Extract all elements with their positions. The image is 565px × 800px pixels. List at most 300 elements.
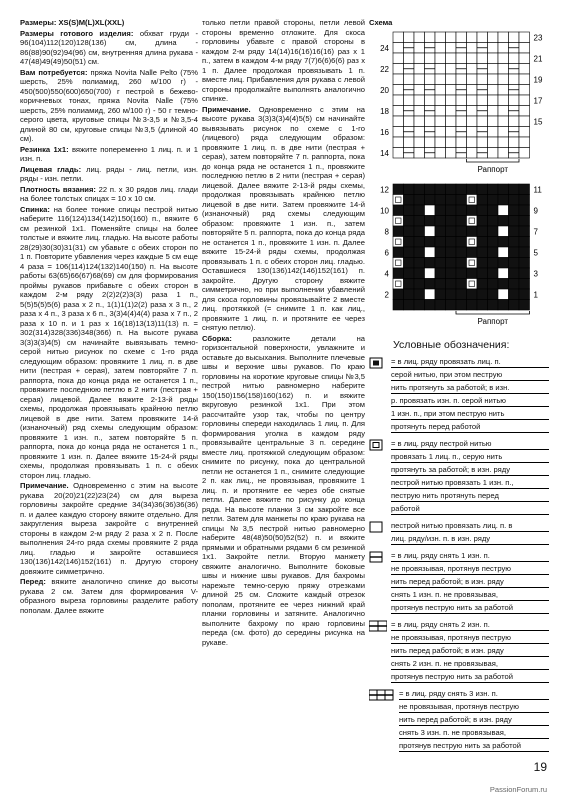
chart-cell <box>414 195 425 206</box>
chart-cell <box>404 84 415 95</box>
chart-cell <box>435 247 446 258</box>
legend-line: р. провязать изн. п. серой нитью <box>391 395 549 407</box>
chart-cell <box>456 205 467 216</box>
chart-cell <box>488 300 499 311</box>
chart-cell <box>509 116 520 127</box>
paragraph-text: вяжите попеременно 1 лиц. п. и 1 изн. п. <box>20 144 198 163</box>
chart-cell <box>425 95 436 106</box>
chart-cell <box>519 137 530 148</box>
chart-cell <box>467 74 478 85</box>
legend-line: снять 2 изн. п. не провязывая, <box>391 658 549 670</box>
chart-cell <box>414 32 425 43</box>
chart-cell <box>414 95 425 106</box>
chart-cell <box>446 95 457 106</box>
chart-cell <box>488 216 499 227</box>
chart-cell <box>425 42 436 53</box>
chart-cell <box>446 74 457 85</box>
chart-cell <box>414 84 425 95</box>
chart-cell <box>435 105 446 116</box>
paragraph <box>20 481 198 576</box>
chart-cell <box>519 216 530 227</box>
chart-cell <box>498 279 509 290</box>
chart-cell <box>456 53 467 64</box>
chart-cell <box>498 42 509 53</box>
legend-line: снять 1 изн. п. не провязывая, <box>391 589 549 601</box>
chart-cell <box>393 105 404 116</box>
chart-cell <box>435 74 446 85</box>
chart-cell <box>404 195 415 206</box>
row-number: 19 <box>533 74 543 84</box>
chart-cell <box>509 126 520 137</box>
chart-cell <box>467 184 478 195</box>
paragraph-text: Одновременно с этим на высоте рукава 20(20)21(22)23(24) см для выреза горловины закройте средние 34(34)36(36)36(36) п. и далее каждую сторону вяжите отдельно. Для закругления выреза закройте с внутренней стороны в каждом 2-м ряду 2 раза x 2 п. После выполнения 24-го ряда схемы провяжите 2 ряда лиц. гладью и закройте оставшиеся 130(136)142(146)152(161) п. Другую сторону довяжите симметрично. <box>20 481 198 576</box>
legend-line: протянув пеструю нить за работой <box>399 740 549 752</box>
chart-cell <box>446 247 457 258</box>
chart-cell <box>488 63 499 74</box>
chart-cell <box>425 184 436 195</box>
paragraph <box>20 29 198 67</box>
chart-cell <box>404 137 415 148</box>
chart-cell <box>425 268 436 279</box>
chart-cell <box>509 195 520 206</box>
paragraph-text: только петли правой стороны, петли левой стороны временно отложите. Для скоса горловины убавьте с правой стороны в каждом 2-м ряду 14(14)16(16)16(16) раз x 1 п., затем в каждом 4-м ряду 7(7)6(6)6(6) раз x 1 п. Далее продолжая провязывать 1 п. вместе лиц. Прибавления для рукава с левой стороны продолжайте выполнять аналогично спинке. <box>202 18 365 103</box>
rapport-label: Раппорт <box>477 164 509 174</box>
paragraph-heading: Примечание. <box>202 104 251 114</box>
legend-line: = в лиц. ряду снять 2 изн. п. <box>391 619 549 631</box>
chart-cell <box>498 74 509 85</box>
chart-cell <box>435 116 446 127</box>
chart-cell <box>414 247 425 258</box>
chart-cell <box>446 279 457 290</box>
chart-cell <box>393 247 404 258</box>
chart-cell <box>393 116 404 127</box>
paragraph <box>20 145 198 164</box>
chart-cell <box>425 105 436 116</box>
chart-cell <box>456 105 467 116</box>
chart-cell <box>393 237 404 248</box>
legend-item <box>369 619 549 684</box>
chart-cell <box>498 195 509 206</box>
chart-cell <box>467 63 478 74</box>
chart-cell <box>519 74 530 85</box>
rapport-bracket <box>467 159 520 162</box>
chart-cell <box>404 237 415 248</box>
chart-cell <box>456 137 467 148</box>
chart-cell <box>446 268 457 279</box>
legend-line: не провязывая, протянув пеструю <box>399 701 549 713</box>
paragraph-heading: Плотность вязания: <box>20 184 96 194</box>
chart-cell <box>446 147 457 158</box>
row-number: 17 <box>533 95 543 105</box>
chart-cell <box>404 216 415 227</box>
chart-cell <box>425 126 436 137</box>
chart-cell <box>488 126 499 137</box>
chart-cell <box>446 184 457 195</box>
row-number: 22 <box>380 64 389 74</box>
chart-cell <box>425 205 436 216</box>
chart-cell <box>456 300 467 311</box>
chart-cell <box>509 226 520 237</box>
legend-line: нить протянуть за работой; в изн. <box>391 382 549 394</box>
chart-cell <box>519 300 530 311</box>
chart-cell <box>414 237 425 248</box>
chart-cell <box>498 53 509 64</box>
chart-cell <box>519 105 530 116</box>
chart-cell <box>414 137 425 148</box>
paragraph-text: разложите детали на горизонтальной поверхности, увлажните и оставьте до высыхания. Выполните плечевые швы и верхние швы рукавов. По краю горловины на короткие круговые спицы №3,5 пестрой нитью равномерно наберите 150(150)156(158)160(162) п. и вяжите вкруговую резинкой 1x1. При этом рассчитайте узор так, чтобы по центру горловины спереди находилась 1 лиц. п. Для формирования уголка в каждом ряду провязывайте центральные 3 п. середине вместе лиц. протяжкой следующим образом: снимите по рисунку, пока до центральной петли не останется 1 п., снимите следующие 2 п. как лиц., не провязывая, провяжите 1 лиц. п. и протяните ее через обе снятые петли. Далее вяжите по рисунку до конца ряда. На высоте планки 3 см закройте все петли. Затем для манжеты по краю рукава на спицы №3,5 пестрой нитью равномерно наберите 48(48)50(50)52(52) п. и вяжите прямыми и обратными рядами 6 см резинкой 1x1. Закройте петли. Вторую манжету свяжите аналогично. Выполните боковые швы и нижние швы рукавов. Для бахромы нарежьте темно-серую пряжу отрезками длиной 25 см. Сложите каждый отрезок пополам, протяните ее через нижний край планки горловины и затяните. Аналогично выполните бахрому по краю горловины переда (см. фото) до середины рисунка на рукаве. <box>202 333 365 647</box>
chart-cell <box>414 268 425 279</box>
chart-cell <box>488 95 499 106</box>
chart-cell <box>488 226 499 237</box>
row-number: 15 <box>533 116 543 126</box>
paragraph-heading: Спинка: <box>20 204 50 214</box>
legend-line: нить перед работой; в изн. ряду <box>391 576 549 588</box>
paragraph <box>202 334 365 648</box>
chart-cell <box>425 247 436 258</box>
chart-cell <box>393 205 404 216</box>
chart-cell <box>519 95 530 106</box>
chart-cell <box>467 216 478 227</box>
chart-cell <box>509 147 520 158</box>
legend-line: серой нитью, при этом пеструю <box>391 369 549 381</box>
chart-cell <box>435 84 446 95</box>
chart-cell <box>425 237 436 248</box>
chart-cell <box>509 247 520 258</box>
chart-cell <box>519 116 530 127</box>
chart-cell <box>477 53 488 64</box>
legend-line: пестрой нитью провязать лиц. п. в <box>391 520 549 532</box>
chart-cell <box>425 300 436 311</box>
chart-cell <box>425 53 436 64</box>
chart-cell <box>414 184 425 195</box>
chart-cell <box>414 42 425 53</box>
legend-line: = в лиц. ряду снять 1 изн. п. <box>391 550 549 562</box>
chart-cell <box>488 53 499 64</box>
chart-cell <box>404 300 415 311</box>
chart-cell <box>467 268 478 279</box>
chart-cell <box>498 258 509 269</box>
chart-cell <box>456 184 467 195</box>
chart-cell <box>456 216 467 227</box>
legend <box>369 356 549 753</box>
row-number: 20 <box>380 85 389 95</box>
chart-cell <box>498 84 509 95</box>
chart-cell <box>477 268 488 279</box>
legend-line: не провязывая, протянув пеструю <box>391 632 549 644</box>
chart-cell <box>488 268 499 279</box>
chart-cell <box>435 279 446 290</box>
row-number: 16 <box>380 127 389 137</box>
chart-cell <box>509 184 520 195</box>
chart-cell <box>456 247 467 258</box>
chart-cell <box>414 279 425 290</box>
chart-cell <box>414 147 425 158</box>
chart-cell <box>446 42 457 53</box>
chart-cell <box>477 126 488 137</box>
legend-line: протянуть перед работой <box>391 421 549 433</box>
chart-cell <box>393 42 404 53</box>
chart-cell <box>509 237 520 248</box>
chart-cell <box>404 53 415 64</box>
chart-cell <box>425 226 436 237</box>
chart-cell <box>509 300 520 311</box>
paragraph-heading: Размеры готового изделия: <box>20 28 134 38</box>
legend-line: снять 3 изн. п. не провязывая, <box>399 727 549 739</box>
chart-cell <box>446 116 457 127</box>
chart-cell <box>498 137 509 148</box>
chart-cell <box>467 247 478 258</box>
chart-cell <box>456 42 467 53</box>
chart-cell <box>519 258 530 269</box>
paragraph-text: Одновременно с этим на высоте рукава 3(3)3(3)4(4)5(5) см начинайте вывязывать рисунок по схеме с 1-го (лицевого) ряда следующим образом: провяжите 1 лиц. п. в две нити (пестрая + серая), затем повторяйте 7 п. раппорта, пока до конца ряда не останется 1 п., провяжите последнюю петлю в 2 нити (пестрая + серая) лицевой. Далее вяжите 2-13-й ряды схемы, продолжая провязывать крайнюю петлю лицевой в две нити. Затем провяжите 14-й (изнаночный) ряд схемы следующим образом: провяжите 1 изн. п., затем повторяйте 5 п. раппорта, пока до конца ряда не останется 1 п., провяжите 1 изн. п. Далее вяжите 15-24-й ряды схемы, продолжая провязывать 1 п. с обеих сторон лиц. гладью. Оставшиеся 130(136)142(146)152(161) п. закройте. Другую сторону вяжите симметрично, но при выполнении убавлений для скоса горловины провязывайте 2 вместе лиц. протяжкой (= снимите 1 п. как лиц., провяжите 1 лиц. п. и протяните ее через снятую петлю). <box>202 104 365 332</box>
chart-cell <box>498 205 509 216</box>
chart-cell <box>414 53 425 64</box>
chart-cell <box>467 32 478 43</box>
row-number: 6 <box>384 248 389 258</box>
chart-cell <box>467 53 478 64</box>
chart-cell <box>393 74 404 85</box>
chart-cell <box>477 237 488 248</box>
chart-cell <box>425 258 436 269</box>
chart-cell <box>519 195 530 206</box>
row-number: 4 <box>384 269 389 279</box>
chart-cell <box>509 32 520 43</box>
row-number: 23 <box>533 32 543 42</box>
chart-cell <box>477 63 488 74</box>
chart-cell <box>509 42 520 53</box>
chart-cell <box>488 84 499 95</box>
chart-cell <box>404 258 415 269</box>
chart-cell <box>477 195 488 206</box>
chart-cell <box>456 32 467 43</box>
chart-cell <box>498 95 509 106</box>
chart-cell <box>435 184 446 195</box>
legend-item <box>369 520 549 546</box>
row-number: 11 <box>533 185 542 195</box>
chart-cell <box>393 95 404 106</box>
chart-cell <box>519 205 530 216</box>
chart-cell <box>477 279 488 290</box>
row-number: 14 <box>380 148 389 158</box>
chart-cell <box>435 32 446 43</box>
chart-cell <box>509 74 520 85</box>
chart-cell <box>477 74 488 85</box>
legend-line: лиц. ряду/изн. п. в изн. ряду <box>391 533 549 545</box>
paragraph <box>20 68 198 144</box>
chart-cell <box>435 63 446 74</box>
legend-line: = в лиц. ряду пестрой нитью <box>391 438 549 450</box>
paragraph <box>20 165 198 184</box>
chart-cell <box>488 289 499 300</box>
legend-item <box>369 438 549 516</box>
chart-cell <box>435 289 446 300</box>
legend-line: нить перед работой; в изн. ряду <box>399 714 549 726</box>
chart-cell <box>404 289 415 300</box>
chart-cell <box>467 195 478 206</box>
paragraph <box>20 577 198 615</box>
legend-symbol-icon <box>369 620 387 632</box>
chart-cell <box>519 226 530 237</box>
paragraph <box>20 185 198 204</box>
chart-cell <box>477 116 488 127</box>
legend-line: 1 изн. п., при этом пеструю нить <box>391 408 549 420</box>
schema-title: Схема <box>369 18 393 27</box>
row-number: 10 <box>380 206 389 216</box>
chart-cell <box>414 116 425 127</box>
paragraph-text: пряжа Novita Nalle Pelto (75% шерсть, 25% полиамид, 260 м/100 г) - 450(500)550(600)650(700) г пестрой в бежево-коричневых тонах, пряжа Novita Nalle (75% шерсть, 25% полиамид, 260 м/100 г) - 50 г темно-серого цвета, круговые спицы №3-3,5 и №3,5-4 длиной 80 см, круговые спицы №3,5 (длиной 40 см). <box>20 67 198 143</box>
chart-cell <box>477 184 488 195</box>
rapport-label: Раппорт <box>477 317 509 326</box>
chart-cell <box>467 147 478 158</box>
chart-cell <box>467 84 478 95</box>
chart-cell <box>498 289 509 300</box>
legend-item <box>369 356 549 434</box>
chart-cell <box>456 237 467 248</box>
chart-cell <box>509 95 520 106</box>
chart-cell <box>498 63 509 74</box>
chart-cell <box>435 95 446 106</box>
chart-cell <box>477 247 488 258</box>
chart-cell <box>393 258 404 269</box>
chart-cell <box>435 147 446 158</box>
chart-cell <box>488 74 499 85</box>
chart-cell <box>414 63 425 74</box>
chart-cell <box>414 126 425 137</box>
chart-cell <box>477 95 488 106</box>
chart-cell <box>498 300 509 311</box>
chart-cell <box>477 216 488 227</box>
chart-cell <box>435 216 446 227</box>
chart-cell <box>414 289 425 300</box>
chart-cell <box>446 205 457 216</box>
knitting-chart-upper <box>369 28 549 178</box>
chart-cell <box>498 116 509 127</box>
chart-cell <box>404 184 415 195</box>
legend-line: нить перед работой; в изн. ряду <box>391 645 549 657</box>
chart-cell <box>414 300 425 311</box>
chart-cell <box>519 184 530 195</box>
row-number: 18 <box>380 106 389 116</box>
chart-cell <box>467 289 478 300</box>
chart-cell <box>404 32 415 43</box>
chart-cell <box>509 279 520 290</box>
chart-cell <box>425 289 436 300</box>
chart-cell <box>404 74 415 85</box>
row-number: 9 <box>533 206 538 216</box>
chart-cell <box>519 279 530 290</box>
chart-cell <box>414 74 425 85</box>
chart-cell <box>404 226 415 237</box>
chart-cell <box>488 247 499 258</box>
chart-cell <box>446 126 457 137</box>
legend-symbol-icon <box>369 551 387 563</box>
row-number: 12 <box>380 185 389 195</box>
chart-cell <box>498 247 509 258</box>
chart-cell <box>435 258 446 269</box>
chart-cell <box>509 105 520 116</box>
chart-cell <box>456 226 467 237</box>
chart-cell <box>488 237 499 248</box>
paragraph <box>20 205 198 481</box>
legend-title: Условные обозначения: <box>393 338 510 351</box>
chart-cell <box>393 268 404 279</box>
chart-cell <box>467 226 478 237</box>
chart-cell <box>435 300 446 311</box>
chart-cell <box>467 42 478 53</box>
chart-cell <box>446 237 457 248</box>
chart-cell <box>467 300 478 311</box>
chart-cell <box>404 279 415 290</box>
legend-symbol-icon <box>369 521 387 533</box>
chart-cell <box>393 126 404 137</box>
chart-cell <box>425 279 436 290</box>
chart-cell <box>456 147 467 158</box>
chart-cell <box>404 126 415 137</box>
chart-cell <box>456 289 467 300</box>
chart-cell <box>467 105 478 116</box>
legend-line: пеструю нить протянуть перед <box>391 490 549 502</box>
chart-cell <box>498 268 509 279</box>
chart-cell <box>467 279 478 290</box>
chart-cell <box>509 268 520 279</box>
paragraph-heading: Лицевая гладь: <box>20 164 82 174</box>
chart-cell <box>414 226 425 237</box>
chart-cell <box>509 63 520 74</box>
site-watermark: PassionForum.ru <box>489 785 547 794</box>
chart-and-legend-column <box>369 18 549 757</box>
chart-cell <box>393 53 404 64</box>
chart-cell <box>393 147 404 158</box>
chart-cell <box>488 195 499 206</box>
chart-cell <box>498 32 509 43</box>
chart-cell <box>425 216 436 227</box>
chart-cell <box>509 53 520 64</box>
paragraph-heading: Размеры: XS(S)M(L)XL(XXL) <box>20 18 125 27</box>
chart-cell <box>446 300 457 311</box>
chart-cell <box>509 258 520 269</box>
page-number: 19 <box>533 760 547 774</box>
paragraph-text: лиц. ряды - лиц. петли, изн. ряды - изн. петли. <box>20 164 198 183</box>
chart-cell <box>498 216 509 227</box>
legend-line: протянуть за работой; в изн. ряду <box>391 464 549 476</box>
row-number: 2 <box>384 290 389 300</box>
chart-cell <box>435 205 446 216</box>
paragraph-text: на более тонкие спицы пестрой нитью наберите 116(124)134(142)150(160) п., вяжите 6 см резинкой 1x1. Поменяйте спицы на более толстые и вяжите лиц. гладью. На высоте работы 28(29)30(30)31(31) см убавьте с обеих сторон по 1 п. Повторите убавления через каждые 5 см еще 4 раза = 106(114)124(132)140(150) п. На высоте работы 63(65)66(67)68(69) см для формирования проймы рукавов прибавьте с обеих сторон в каждом 2-м ряду 2(2)2(2)3(3) раза 1 п., 5(5)5(5)5(6) раза x 2 п., 1(1)1(1)2(2) раза x 3 п., 2 раза x 4 п., 3 раза x 6 п., 3(3)4(4)4(4) раза x 7 п., 2 раза x 10 п. и 1 раз x 16(18)13(13)11(13) п. = 302(314)328(336)348(366) п. На высоте рукава 3(3)3(3)4(5) см начинайте вывязывать темно-серой нитью рисунок по схеме с 1-го ряда следующим образом: провяжите 1 лиц. п. в две нити (пестрая + серая), затем повторяйте 7 п. раппорта, пока до конца ряда не останется 1 п., провяжите последнюю петлю в 2 нити (пестрая + серая) лицевой. Далее вяжите 2-13-й ряды схемы, продолжая провязывать крайнюю петлю лицевой в две нити. Затем провяжите 14-й (изнаночный) ряд схемы следующим образом: провяжите 1 изн. п., затем повторяйте 5 п. раппорта, пока до конца ряда не останется 1 п., провяжите 1 изн. п. Далее вяжите 15-24-й ряды схемы, продолжая провязывать 1 п. с обеих сторон лиц. гладью. <box>20 204 198 480</box>
chart-cell <box>404 268 415 279</box>
legend-line: провязать 1 лиц. п., серую нить <box>391 451 549 463</box>
legend-symbol-icon <box>369 689 395 701</box>
paragraph <box>20 18 198 28</box>
chart-cell <box>435 137 446 148</box>
chart-cell <box>446 63 457 74</box>
chart-cell <box>456 279 467 290</box>
chart-cell <box>519 268 530 279</box>
chart-cell <box>467 116 478 127</box>
chart-cell <box>456 95 467 106</box>
chart-cell <box>488 116 499 127</box>
text-column-left <box>20 18 198 616</box>
chart-cell <box>425 147 436 158</box>
chart-cell <box>425 116 436 127</box>
knitting-chart-lower <box>369 180 549 330</box>
chart-cell <box>456 74 467 85</box>
chart-cell <box>519 147 530 158</box>
legend-symbol-icon <box>369 357 387 369</box>
legend-line: = в лиц. ряду снять 3 изн. п. <box>399 688 549 700</box>
chart-cell <box>425 32 436 43</box>
chart-cell <box>498 237 509 248</box>
chart-cell <box>509 137 520 148</box>
